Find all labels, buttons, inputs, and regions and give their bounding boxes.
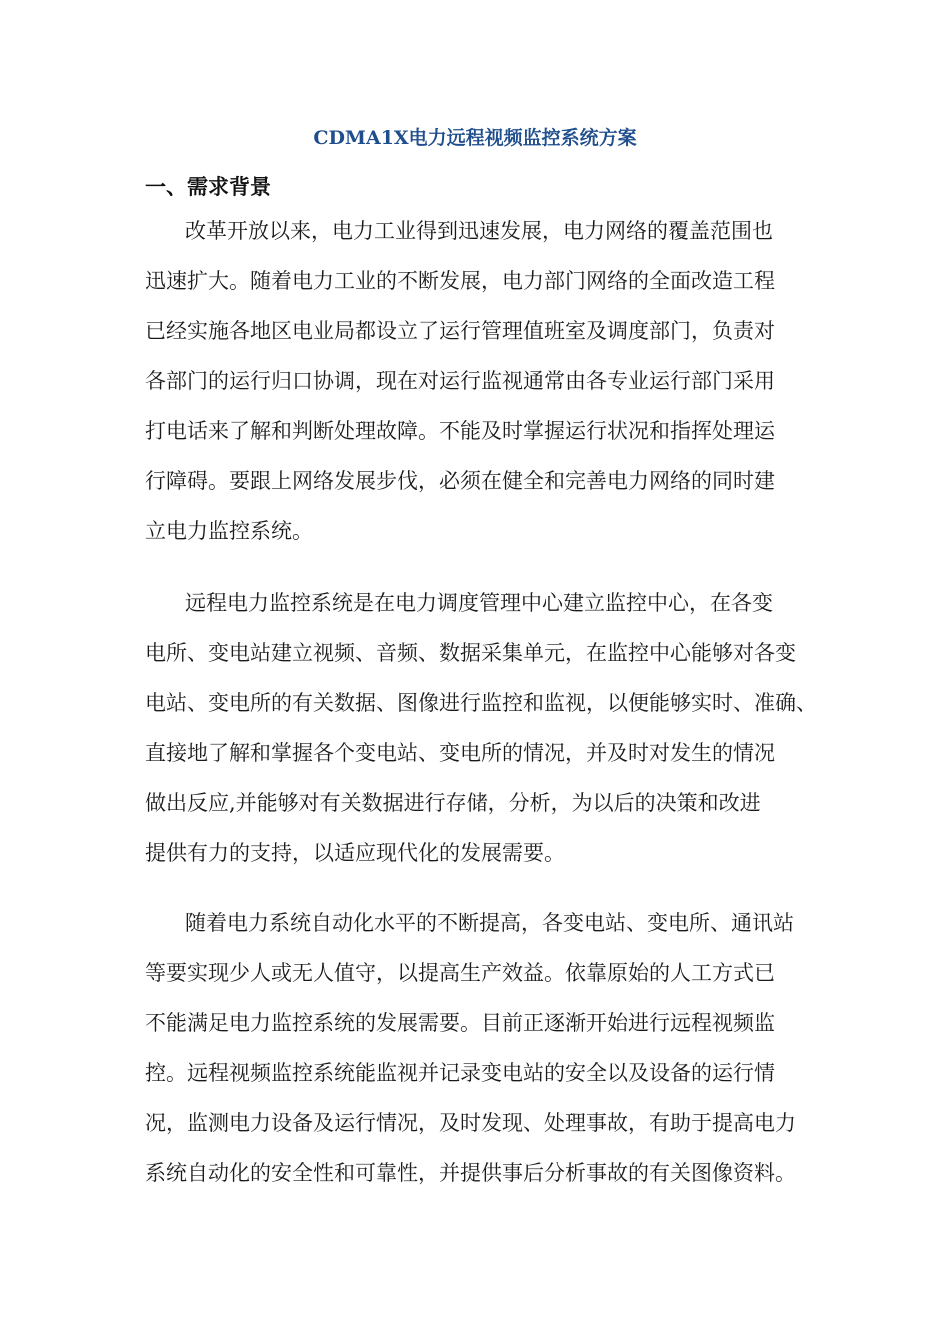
paragraph-line: 不能满足电力监控系统的发展需要。目前正逐渐开始进行远程视频监 xyxy=(145,1011,775,1035)
paragraph-line: 提供有力的支持，以适应现代化的发展需要。 xyxy=(145,841,565,865)
paragraph-line: 立电力监控系统。 xyxy=(145,519,313,543)
paragraph-line: 各部门的运行归口协调，现在对运行监视通常由各专业运行部门采用 xyxy=(145,369,775,393)
paragraph-line: 远程电力监控系统是在电力调度管理中心建立监控中心，在各变 xyxy=(185,591,773,615)
paragraph-line: 控。远程视频监控系统能监视并记录变电站的安全以及设备的运行情 xyxy=(145,1061,775,1085)
paragraph-line: 电所、变电站建立视频、音频、数据采集单元，在监控中心能够对各变 xyxy=(145,641,796,665)
paragraph-line: 况，监测电力设备及运行情况，及时发现、处理事故，有助于提高电力 xyxy=(145,1111,796,1135)
paragraph-line: 直接地了解和掌握各个变电站、变电所的情况，并及时对发生的情况 xyxy=(145,741,775,765)
paragraph-line: 行障碍。要跟上网络发展步伐，必须在健全和完善电力网络的同时建 xyxy=(145,469,775,493)
paragraph-line: 已经实施各地区电业局都设立了运行管理值班室及调度部门，负责对 xyxy=(145,319,775,343)
paragraph-line: 等要实现少人或无人值守，以提高生产效益。依靠原始的人工方式已 xyxy=(145,961,775,985)
paragraph-line: 打电话来了解和判断处理故障。不能及时掌握运行状况和指挥处理运 xyxy=(145,419,775,443)
section-heading: 一、需求背景 xyxy=(145,174,271,199)
paragraph-3 xyxy=(145,898,825,1198)
paragraph-1 xyxy=(145,206,825,556)
paragraph-2 xyxy=(145,578,825,878)
document-title: CDMA1X电力远程视频监控系统方案 xyxy=(313,127,637,149)
paragraph-line: 改革开放以来，电力工业得到迅速发展，电力网络的覆盖范围也 xyxy=(185,219,773,243)
paragraph-line: 电站、变电所的有关数据、图像进行监控和监视，以便能够实时、准确、 xyxy=(145,691,817,715)
paragraph-line: 迅速扩大。随着电力工业的不断发展，电力部门网络的全面改造工程 xyxy=(145,269,775,293)
paragraph-line: 做出反应,并能够对有关数据进行存储，分析，为以后的决策和改进 xyxy=(145,791,761,815)
paragraph-line: 系统自动化的安全性和可靠性，并提供事后分析事故的有关图像资料。 xyxy=(145,1161,796,1185)
paragraph-line: 随着电力系统自动化水平的不断提高，各变电站、变电所、通讯站 xyxy=(185,911,794,935)
